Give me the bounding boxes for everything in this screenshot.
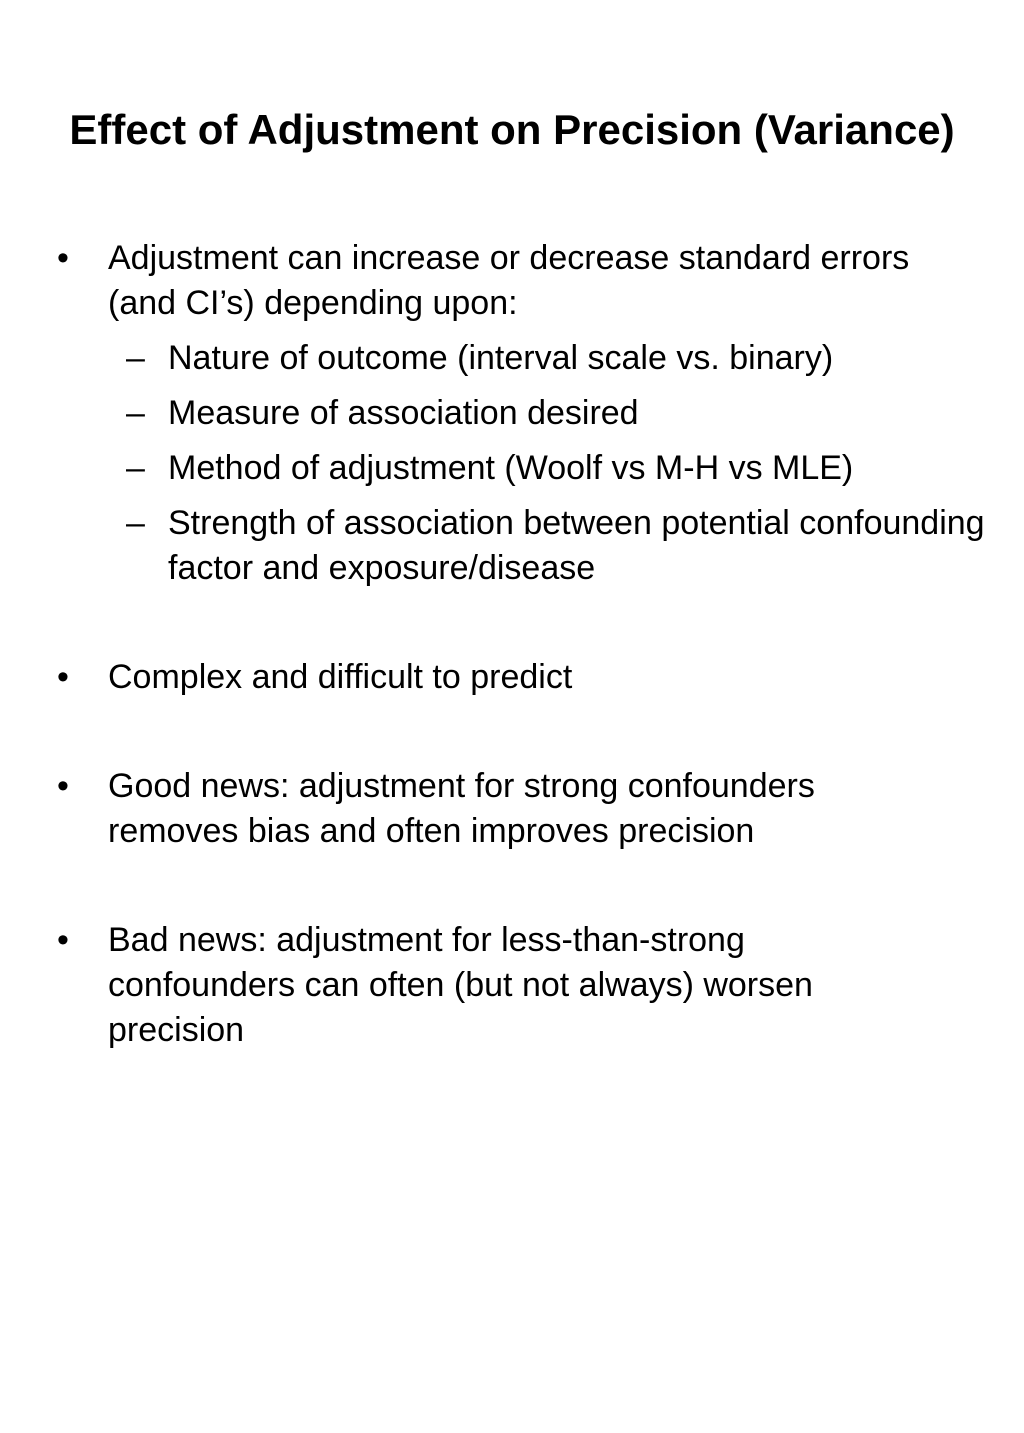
sub-bullet-text: Method of adjustment (Woolf vs M-H vs MLE) bbox=[168, 449, 854, 487]
bullet-text: Good news: adjustment for strong confounders removes bias and often improves precision bbox=[108, 767, 815, 850]
spacer bbox=[0, 700, 1024, 764]
bullet-text: Adjustment can increase or decrease standard errors (and CI’s) depending upon: bbox=[108, 239, 910, 322]
bullet-item bbox=[0, 655, 1024, 700]
bullet-marker: • bbox=[57, 239, 69, 277]
bullet-text: Complex and difficult to predict bbox=[108, 658, 573, 696]
bullet-marker: • bbox=[57, 767, 69, 805]
bullet-text: Bad news: adjustment for less-than-strong confounders can often (but not always) worsen precision bbox=[108, 921, 813, 1049]
sub-bullet-text: Strength of association between potential confounding factor and exposure/disease bbox=[168, 504, 985, 587]
bullet-marker: • bbox=[57, 658, 69, 696]
sub-bullet-text: Measure of association desired bbox=[168, 394, 639, 432]
bullet-marker: • bbox=[57, 921, 69, 959]
bullet-item bbox=[0, 764, 1024, 854]
slide-title: Effect of Adjustment on Precision (Variance) bbox=[69, 106, 955, 153]
sub-bullet-item bbox=[0, 446, 1024, 491]
sub-bullet-marker: – bbox=[126, 339, 145, 377]
bullet-item bbox=[0, 236, 1024, 326]
spacer bbox=[0, 591, 1024, 655]
sub-bullet-item bbox=[0, 501, 1024, 591]
spacer bbox=[0, 854, 1024, 918]
sub-bullet-item bbox=[0, 336, 1024, 381]
bullet-list bbox=[0, 236, 1024, 1053]
sub-bullet-text: Nature of outcome (interval scale vs. binary) bbox=[168, 339, 834, 377]
sub-bullet-marker: – bbox=[126, 394, 145, 432]
sub-bullet-item bbox=[0, 391, 1024, 436]
sub-bullet-marker: – bbox=[126, 449, 145, 487]
bullet-item bbox=[0, 918, 1024, 1053]
sub-bullet-marker: – bbox=[126, 504, 145, 542]
